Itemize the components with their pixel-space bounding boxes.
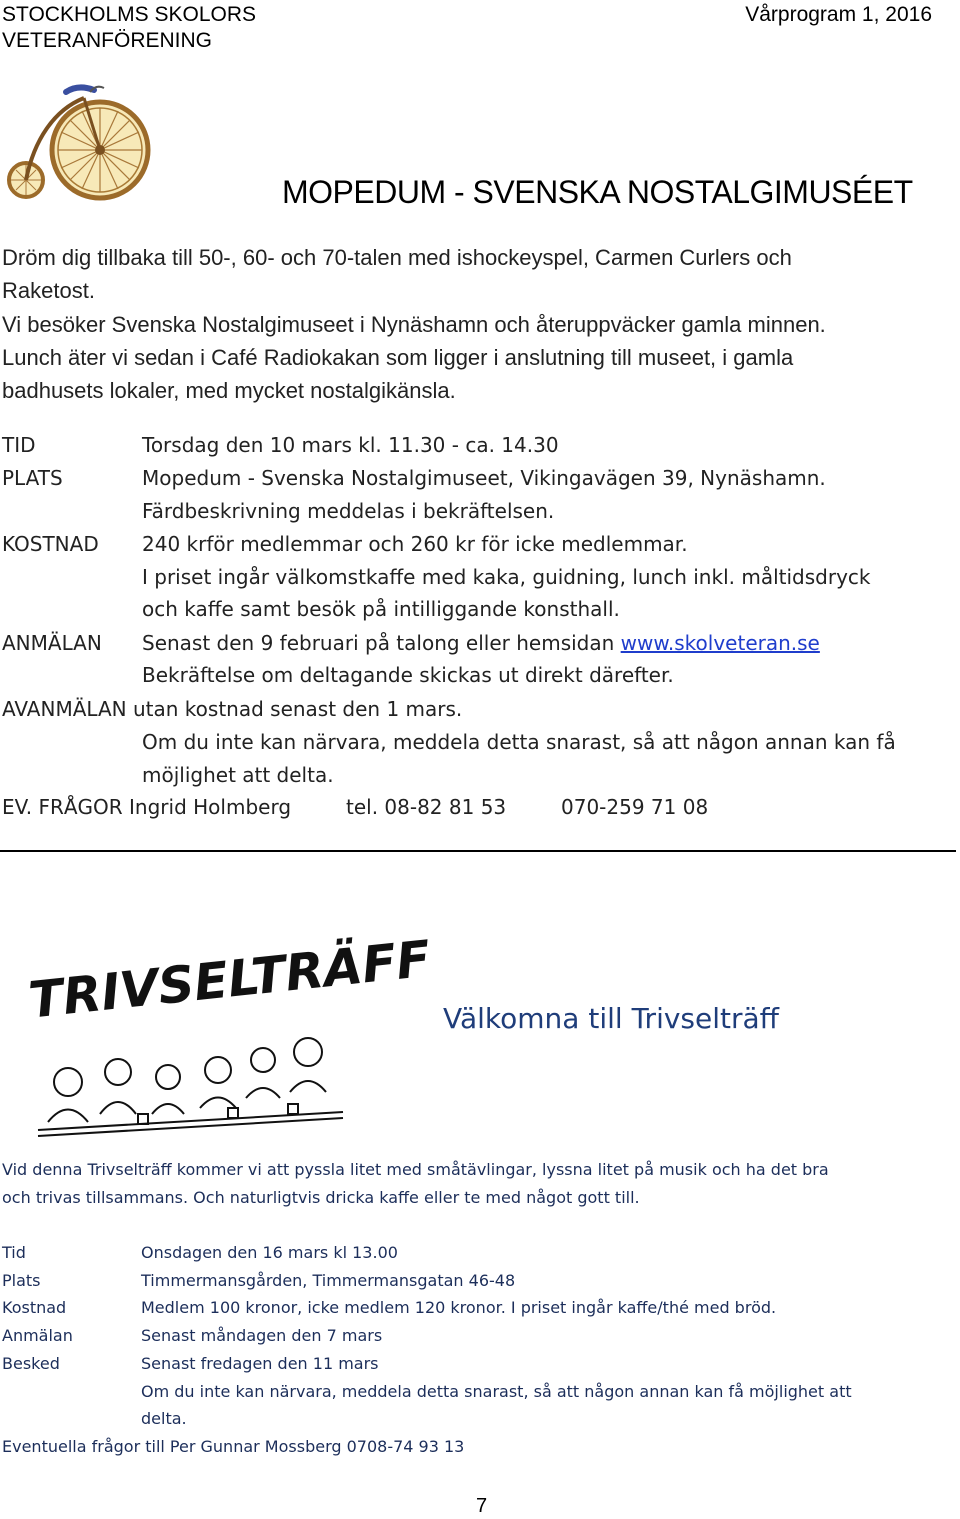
- skolveteran-link[interactable]: www.skolveteran.se: [620, 631, 820, 655]
- fragor-mobile: 070-259 71 08: [561, 795, 709, 819]
- trivseltraff-intro-line2: och trivas tillsammans. Och naturligtvis dricka kaffe eller te med något gott till.: [2, 1188, 640, 1207]
- trivsel-note-line2: delta.: [141, 1409, 187, 1428]
- trivsel-note-line1: Om du inte kan närvara, meddela detta snarast, så att någon annan kan få möjlighet att: [141, 1382, 852, 1401]
- org-name-line2: VETERANFÖRENING: [2, 29, 213, 52]
- page-number: 7: [476, 1495, 488, 1517]
- trivsel-kostnad-value: Medlem 100 kronor, icke medlem 120 kronor. I priset ingår kaffe/thé med bröd.: [141, 1298, 777, 1317]
- trivseltraff-intro-line1: Vid denna Trivselträff kommer vi att pyssla litet med småtävlingar, lyssna litet på musik och ha det bra: [2, 1160, 829, 1179]
- tid-label: TID: [2, 433, 36, 457]
- anmalan-label: ANMÄLAN: [2, 631, 102, 655]
- fragor-contact: EV. FRÅGOR Ingrid Holmberg: [2, 795, 292, 819]
- plats-directions: Färdbeskrivning meddelas i bekräftelsen.: [142, 499, 555, 523]
- trivsel-tid-value: Onsdagen den 16 mars kl 13.00: [141, 1243, 398, 1262]
- plats-label: PLATS: [2, 466, 63, 490]
- trivsel-besked-value: Senast fredagen den 11 mars: [141, 1354, 379, 1373]
- trivseltraff-logo-text: TRIVSELTRÄFF: [26, 929, 434, 1030]
- mopedum-intro-line5: badhusets lokaler, med mycket nostalgikänsla.: [2, 378, 456, 403]
- org-name-line1: STOCKHOLMS SKOLORS: [2, 3, 257, 26]
- anmalan-confirmation: Bekräftelse om deltagande skickas ut direkt därefter.: [142, 663, 674, 687]
- avanmalan-note-cont: möjlighet att delta.: [142, 763, 334, 787]
- trivsel-plats-value: Timmermansgården, Timmermansgatan 46-48: [141, 1271, 516, 1290]
- anmalan-text: Senast den 9 februari på talong eller hemsidan: [142, 631, 615, 655]
- trivsel-tid-label: Tid: [2, 1243, 26, 1262]
- trivsel-besked-label: Besked: [2, 1354, 60, 1373]
- plats-value: Mopedum - Svenska Nostalgimuseet, Vikingavägen 39, Nynäshamn.: [142, 466, 826, 490]
- tid-value: Torsdag den 10 mars kl. 11.30 - ca. 14.30: [142, 433, 559, 457]
- mopedum-intro-line3: Vi besöker Svenska Nostalgimuseet i Nynäshamn och återuppväcker gamla minnen.: [2, 312, 826, 337]
- kostnad-included: I priset ingår välkomstkaffe med kaka, guidning, lunch inkl. måltidsdryck: [142, 565, 871, 589]
- anmalan-value: [142, 631, 820, 655]
- mopedum-intro-line4: Lunch äter vi sedan i Café Radiokakan som ligger i anslutning till museet, i gamla: [2, 345, 794, 370]
- kostnad-label: KOSTNAD: [2, 532, 99, 556]
- section-divider: [0, 850, 956, 852]
- kostnad-value: 240 krför medlemmar och 260 kr för icke medlemmar.: [142, 532, 688, 556]
- avanmalan-note: Om du inte kan närvara, meddela detta snarast, så att någon annan kan få: [142, 730, 896, 754]
- trivsel-anmalan-label: Anmälan: [2, 1326, 73, 1345]
- trivsel-plats-label: Plats: [2, 1271, 41, 1290]
- kostnad-included-cont: och kaffe samt besök på intilliggande konsthall.: [142, 597, 620, 621]
- trivsel-kostnad-label: Kostnad: [2, 1298, 67, 1317]
- trivsel-anmalan-value: Senast måndagen den 7 mars: [141, 1326, 383, 1345]
- bicycle-illustration: [4, 80, 154, 205]
- mopedum-intro-line2: Raketost.: [2, 278, 95, 303]
- mopedum-intro-line1: Dröm dig tillbaka till 50-, 60- och 70-talen med ishockeyspel, Carmen Curlers och: [2, 245, 792, 270]
- trivseltraff-illustration: [26, 922, 434, 1154]
- fragor-phone: tel. 08-82 81 53: [346, 795, 507, 819]
- mopedum-title: MOPEDUM - SVENSKA NOSTALGIMUSÉET: [282, 174, 913, 210]
- program-label: Vårprogram 1, 2016: [745, 3, 932, 26]
- trivseltraff-title: Välkomna till Trivselträff: [443, 1002, 779, 1035]
- trivsel-contact: Eventuella frågor till Per Gunnar Mossberg 0708-74 93 13: [2, 1437, 465, 1456]
- avanmalan-text: AVANMÄLAN utan kostnad senast den 1 mars.: [2, 697, 463, 721]
